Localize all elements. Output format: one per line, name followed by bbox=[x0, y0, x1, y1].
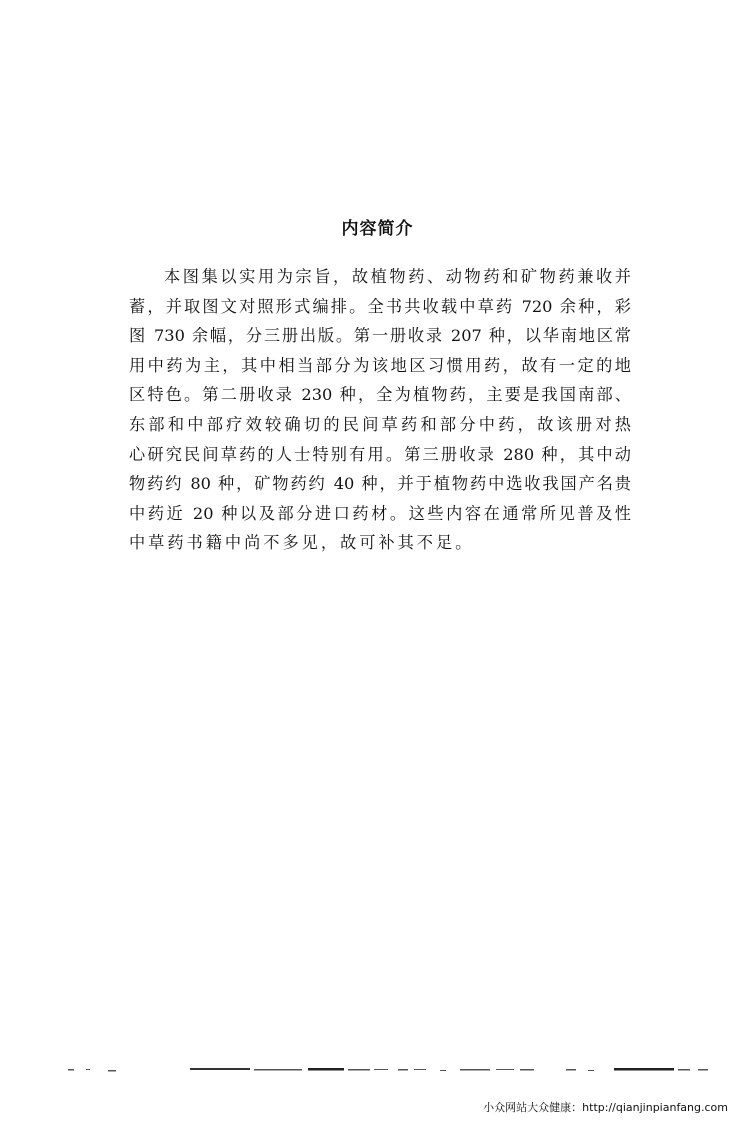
paragraph-line: 用中药为主，其中相当部分为该地区习惯用药，故有一定的地 bbox=[129, 355, 631, 375]
paragraph-line: 区特色。第二册收录 230 种，全为植物药，主要是我国南部、 bbox=[129, 385, 631, 405]
paragraph-line: 本图集以实用为宗旨，故植物药、动物药和矿物药兼收并 bbox=[164, 267, 631, 286]
paragraph-line: 蓄，并取图文对照形式编排。全书共收载中草药 720 余种，彩 bbox=[129, 296, 631, 316]
scan-artifact-strip bbox=[68, 1066, 718, 1074]
website-footer: 小众网站大众健康：http://qianjinpianfang.com bbox=[483, 1101, 728, 1114]
paragraph-line: 中药近 20 种以及部分进口药材。这些内容在通常所见普及性 bbox=[129, 503, 631, 523]
paragraph-line: 中草药书籍中尚不多见，故可补其不足。 bbox=[129, 533, 475, 553]
scan-noise-graphic bbox=[68, 1066, 718, 1074]
paragraph-line: 心研究民间草药的人士特别有用。第三册收录 280 种，其中动 bbox=[129, 444, 631, 464]
introduction-paragraph bbox=[129, 262, 631, 558]
paragraph-line: 东部和中部疗效较确切的民间草药和部分中药，故该册对热 bbox=[129, 414, 631, 434]
section-heading: 内容简介 bbox=[341, 219, 414, 239]
paragraph-line: 图 730 余幅，分三册出版。第一册收录 207 种，以华南地区常 bbox=[129, 326, 631, 346]
paragraph-line: 物药约 80 种，矿物药约 40 种，并于植物药中选收我国产名贵 bbox=[129, 474, 631, 494]
